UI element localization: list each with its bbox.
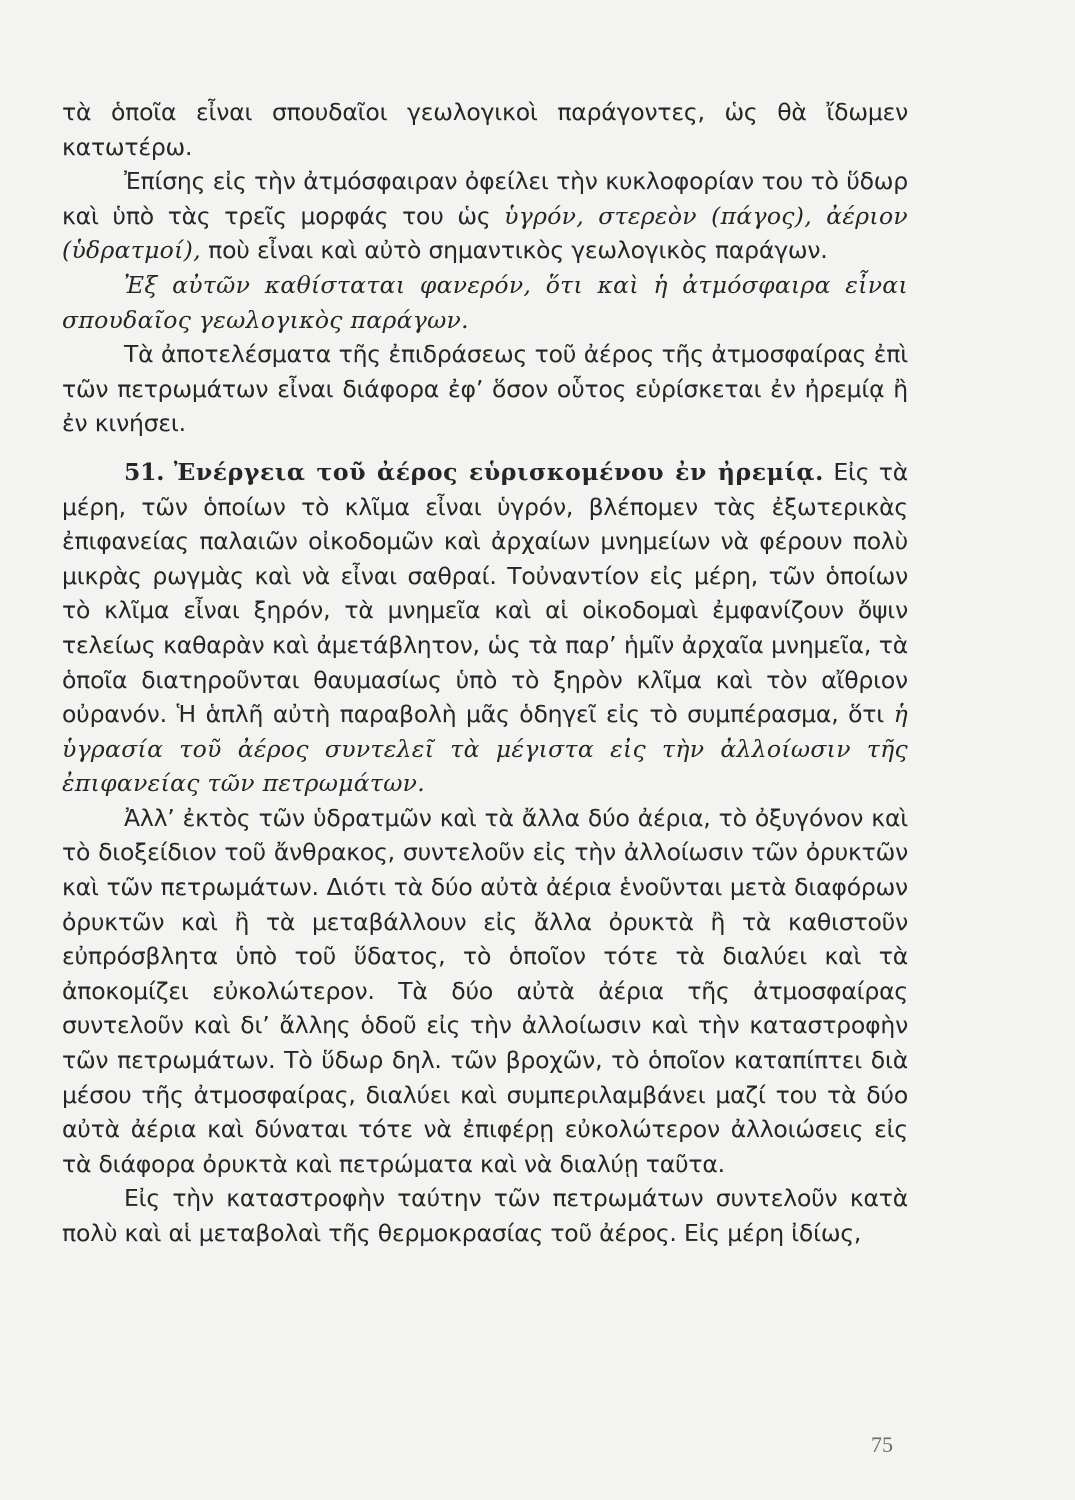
- paragraph-2-italic: ὑγρόν, στερεὸν (πάγος), ἀέριον (ὑδρατμοί),: [62, 201, 908, 265]
- book-page: [62, 95, 908, 1475]
- paragraph-2-text-b: ποὺ εἶναι καὶ αὐτὸ σημαντικὸς γεωλογικὸς παράγων.: [200, 236, 828, 265]
- paragraph-1-text: τὰ ὁποῖα εἶναι σπουδαῖοι γεωλογικοὶ παράγοντες, ὡς θὰ ἴδωμεν κατωτέρω.: [62, 98, 908, 161]
- paragraph-4-text: Τὰ ἀποτελέσματα τῆς ἐπιδράσεως τοῦ ἀέρος τῆς ἀτμοσφαίρας ἐπὶ τῶν πετρωμάτων εἶναι διάφορα ἐφ’ ὅσον οὗτος εὑρίσκεται ἐν ἠρεμίᾳ ἢ ἐν κινήσει.: [62, 340, 908, 438]
- paragraph-3-italic: [62, 268, 908, 337]
- section-number: 51.: [124, 457, 165, 486]
- section-51-paragraph: [62, 455, 908, 801]
- paragraph-6-text: Ἀλλ’ ἐκτὸς τῶν ὑδρατμῶν καὶ τὰ ἄλλα δύο ἀέρια, τὸ ὀξυγόνον καὶ τὸ διοξείδιον τοῦ ἄνθρακος, συντελοῦν εἰς τὴν ἀλλοίωσιν τῶν ὀρυκτῶν καὶ τῶν πετρωμάτων. Διότι τὰ δύο αὐτὰ ἀέρια ἑνοῦνται μετὰ διαφόρων ὀρυκτῶν καὶ ἢ τὰ μεταβάλλουν εἰς ἄλλα ὀρυκτὰ ἢ τὰ καθιστοῦν εὐπρόσβλητα ὑπὸ τοῦ ὕδατος, τὸ ὁποῖον τότε τὰ διαλύει καὶ τὰ ἀποκομίζει εὐκολώτερον. Τὰ δύο αὐτὰ ἀέρια τῆς ἀτμοσφαίρας συντελοῦν καὶ δι’ ἄλλης ὁδοῦ εἰς τὴν ἀλλοίωσιν καὶ τὴν καταστροφὴν τῶν πετρωμάτων. Τὸ ὕδωρ δηλ. τῶν βροχῶν, τὸ ὁποῖον καταπίπτει διὰ μέσου τῆς ἀτμοσφαίρας, διαλύει καὶ συμπεριλαμβάνει μαζί του τὰ δύο αὐτὰ ἀέρια καὶ δύναται τότε νὰ ἐπιφέρῃ εὐκολώτερον ἀλλοιώσεις εἰς τὰ διάφορα ὀρυκτὰ καὶ πετρώματα καὶ νὰ διαλύῃ ταῦτα.: [62, 803, 908, 1178]
- paragraph-7-text: Εἰς τὴν καταστροφὴν ταύτην τῶν πετρωμάτων συντελοῦν κατὰ πολὺ καὶ αἱ μεταβολαὶ τῆς θερμοκρασίας τοῦ ἀέρος. Εἰς μέρη ἰδίως,: [62, 1184, 908, 1247]
- paragraph-2-text-a: Ἐπίσης εἰς τὴν ἀτμόσφαιραν ὀφείλει τὴν κυκλοφορίαν του τὸ ὕδωρ καὶ ὑπὸ τὰς τρεῖς μορφάς του ὡς: [62, 167, 908, 230]
- paragraph-7: [62, 1181, 908, 1250]
- paragraph-1: [62, 95, 908, 164]
- section-51-italic: ἡ ὑγρασία τοῦ ἀέρος συντελεῖ τὰ μέγιστα εἰς τὴν ἀλλοίωσιν τῆς ἐπιφανείας τῶν πετρωμάτων.: [62, 700, 908, 798]
- paragraph-2: [62, 164, 908, 268]
- section-title: Ἐνέργεια τοῦ ἀέρος εὑρισκομένου ἐν ἠρεμίᾳ.: [173, 457, 824, 486]
- paragraph-3-text: Ἐξ αὐτῶν καθίσταται φανερόν, ὅτι καὶ ἡ ἀτμόσφαιρα εἶναι σπουδαῖος γεωλογικὸς παράγων.: [62, 270, 908, 334]
- paragraph-4: [62, 337, 908, 441]
- paragraph-6: [62, 801, 908, 1182]
- section-51-text: Εἰς τὰ μέρη, τῶν ὁποίων τὸ κλῖμα εἶναι ὑγρόν, βλέπομεν τὰς ἐξωτερικὰς ἐπιφανείας παλαιῶν οἰκοδομῶν καὶ ἀρχαίων μνημείων νὰ φέρουν πολὺ μικρὰς ρωγμὰς καὶ νὰ εἶναι σαθραί. Τοὐναντίον εἰς μέρη, τῶν ὁποίων τὸ κλῖμα εἶναι ξηρόν, τὰ μνημεῖα καὶ αἱ οἰκοδομαὶ ἐμφανίζουν ὄψιν τελείως καθαρὰν καὶ ἀμετάβλητον, ὡς τὰ παρ’ ἡμῖν ἀρχαῖα μνημεῖα, τὰ ὁποῖα διατηροῦνται θαυμασίως ὑπὸ τὸ ξηρὸν κλῖμα καὶ τὸν αἴθριον οὐρανόν. Ἡ ἁπλῆ αὐτὴ παραβολὴ μᾶς ὁδηγεῖ εἰς τὸ συμπέρασμα, ὅτι: [62, 457, 908, 729]
- page-number: 75: [871, 1432, 893, 1457]
